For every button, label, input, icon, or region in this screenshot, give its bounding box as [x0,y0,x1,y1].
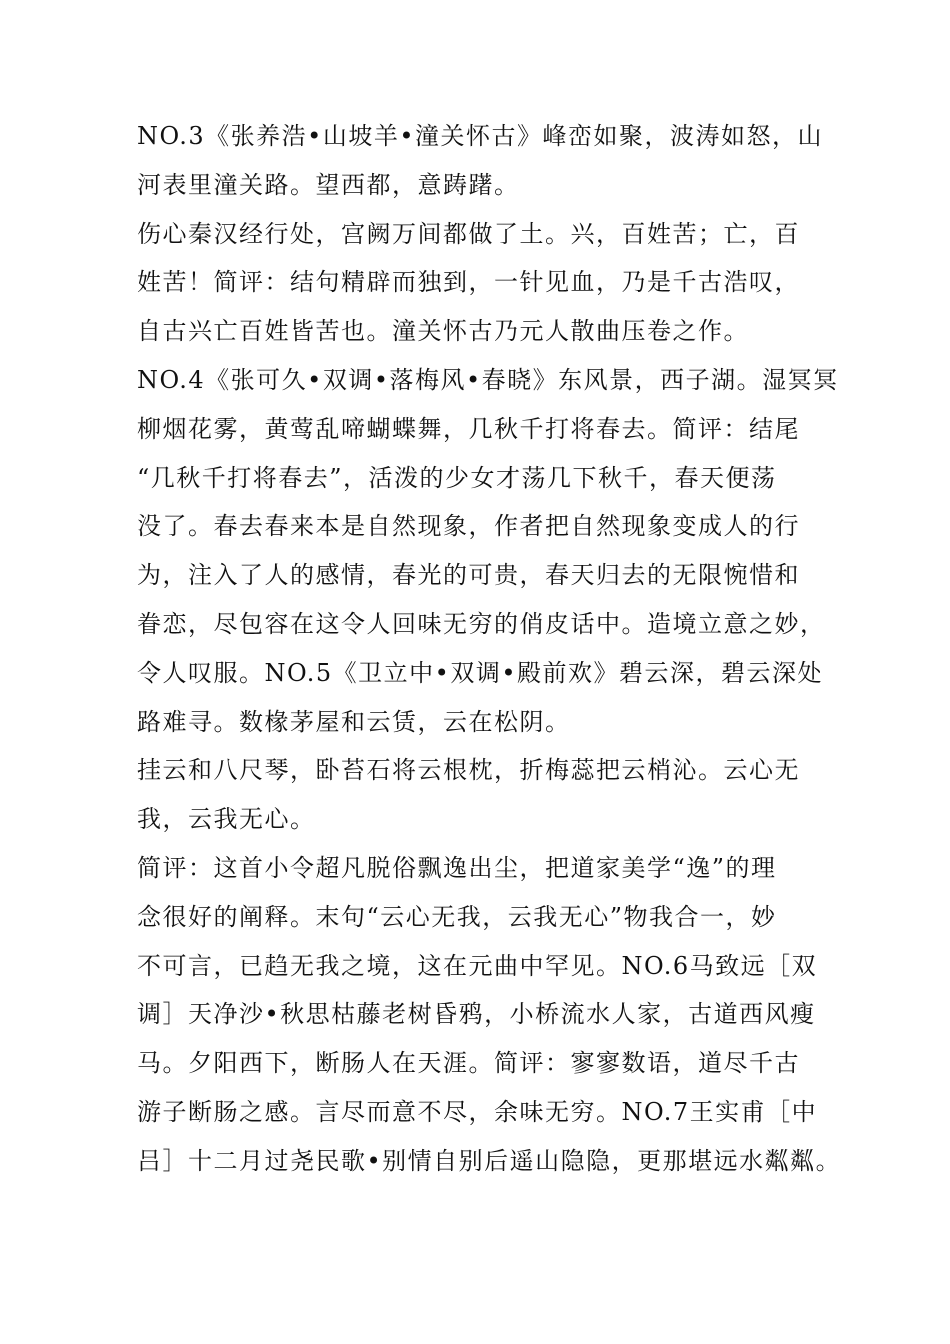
text-line-18: 不可言，已趋无我之境，这在元曲中罕见。NO.6马致远［双 [137,951,818,980]
text-line-13: 路难寻。数椽茅屋和云赁，云在松阴。 [137,707,571,736]
text-line-1: NO.3《张养浩•山坡羊•潼关怀古》峰峦如聚，波涛如怒，山 [137,122,823,150]
text-line-10: 为，注入了人的感情，春光的可贵，春天归去的无限惋惜和 [137,561,800,590]
text-line-17: 念很好的阐释。末句“云心无我，云我无心”物我合一，妙 [137,902,777,931]
text-line-3: 伤心秦汉经行处，宫阙万间都做了土。兴，百姓苦；亡，百 [137,219,800,248]
text-line-2: 河表里潼关路。望西都，意踌躇。 [137,170,520,199]
text-line-20: 马。夕阳西下，断肠人在天涯。简评：寥寥数语，道尽千古 [137,1049,800,1078]
text-line-11: 眷恋，尽包容在这令人回味无穷的俏皮话中。造境立意之妙， [137,609,826,638]
document-body [137,112,842,1186]
text-line-16: 简评：这首小令超凡脱俗飘逸出尘，把道家美学“逸”的理 [137,853,777,882]
text-line-9: 没了。春去春来本是自然现象，作者把自然现象变成人的行 [137,512,800,541]
text-line-8: “几秋千打将春去”，活泼的少女才荡几下秋千，春天便荡 [137,463,777,492]
text-line-5: 自古兴亡百姓皆苦也。潼关怀古乃元人散曲压卷之作。 [137,317,749,346]
text-line-7: 柳烟花雾，黄莺乱啼蝴蝶舞，几秋千打将春去。简评：结尾 [137,414,800,443]
text-line-21: 游子断肠之感。言尽而意不尽，余味无穷。NO.7王实甫［中 [137,1097,818,1126]
text-line-12: 令人叹服。NO.5《卫立中•双调•殿前欢》碧云深，碧云深处 [137,658,823,687]
text-line-14: 挂云和八尺琴，卧苔石将云根枕，折梅蕊把云梢沁。云心无 [137,756,800,785]
text-line-19: 调］天净沙•秋思枯藤老树昏鸦，小桥流水人家，古道西风瘦 [137,1000,816,1029]
text-line-22: 吕］十二月过尧民歌•别情自别后遥山隐隐，更那堪远水粼粼。 [137,1146,842,1175]
text-line-4: 姓苦！简评：结句精辟而独到，一针见血，乃是千古浩叹， [137,268,800,297]
text-line-6: NO.4《张可久•双调•落梅风•春晓》东风景，西子湖。湿冥冥 [137,365,839,394]
text-line-15: 我，云我无心。 [137,805,316,834]
